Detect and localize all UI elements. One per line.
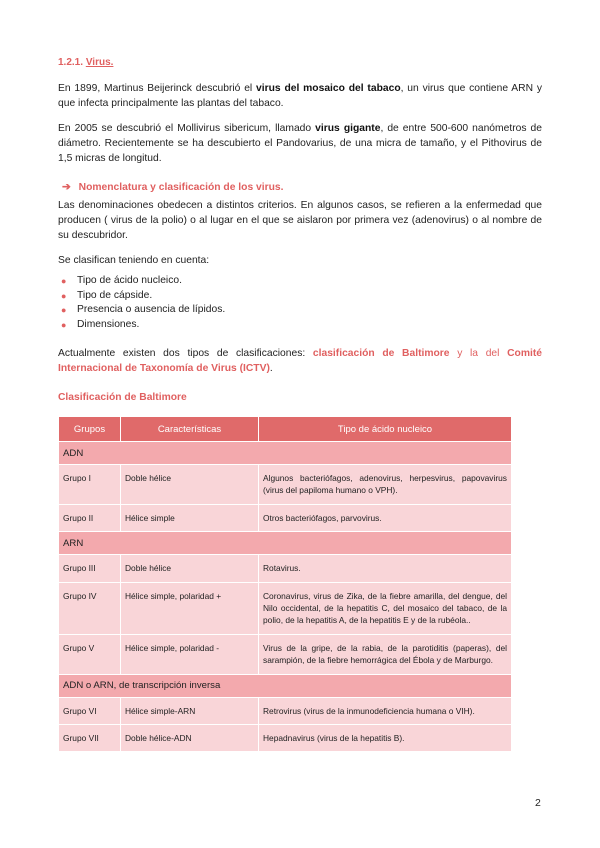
header-tipo-acido: Tipo de ácido nucleico — [259, 417, 512, 442]
table-group-row — [59, 442, 512, 465]
criteria-list — [58, 274, 225, 332]
subheading-nomenclatura: ➔ Nomenclatura y clasificación de los virus. — [62, 182, 284, 193]
cell-group: Grupo III — [59, 555, 121, 582]
table-group-row — [59, 674, 512, 697]
bullet-icon: ● — [61, 290, 67, 301]
cell-group: Grupo VII — [59, 725, 121, 752]
table-header-row — [59, 417, 512, 442]
cell-char: Doble hélice — [121, 555, 259, 582]
cell-char: Doble hélice — [121, 465, 259, 505]
list-item: ● Tipo de cápside. — [58, 289, 225, 304]
cell-type: Virus de la gripe, de la rabia, de la parotiditis (paperas), del sarampión, de la fiebre hemorrágica del Ébola y de Marburgo. — [259, 634, 512, 674]
paragraph-denominaciones: Las denominaciones obedecen a distintos criterios. En algunos casos, se refieren a la enfermedad que producen ( virus de la polio) o al lugar en el que se aislaron por primera vez (adenovirus) o al nombre de su descubridor. — [58, 200, 542, 241]
cell-type: Hepadnavirus (virus de la hepatitis B). — [259, 725, 512, 752]
baltimore-table — [58, 416, 512, 752]
table-row — [59, 582, 512, 634]
paragraph-mollivirus: En 2005 se descubrió el Mollivirus sibericum, llamado virus gigante, de entre 500-600 nanómetros de diámetro. Recientemente se ha descubierto el Pandovarius, de una micra de tamaño, y el Pithovirus de 1,5 micras de longitud. — [58, 123, 542, 164]
cell-char: Hélice simple — [121, 504, 259, 531]
cell-group: Grupo IV — [59, 582, 121, 634]
paragraph-clasifican: Se clasifican teniendo en cuenta: — [58, 255, 210, 266]
cell-type: Rotavirus. — [259, 555, 512, 582]
table-row — [59, 504, 512, 531]
cell-type: Coronavirus, virus de Zika, de la fiebre amarilla, del dengue, del Nilo occidental, de la hepatitis C, del mosaico del tabaco, de la polio, de la hepatitis A, de la hepatitis E y de la rubéola.. — [259, 582, 512, 634]
cell-type: Retrovirus (virus de la inmunodeficiencia humana o VIH). — [259, 697, 512, 724]
arrow-right-icon: ➔ — [62, 182, 71, 193]
cell-char: Hélice simple, polaridad - — [121, 634, 259, 674]
cell-type: Otros bacteriófagos, parvovirus. — [259, 504, 512, 531]
cell-char: Hélice simple, polaridad + — [121, 582, 259, 634]
table-row — [59, 697, 512, 724]
header-caracteristicas: Características — [121, 417, 259, 442]
list-item: ● Tipo de ácido nucleico. — [58, 274, 225, 289]
page-number: 2 — [535, 797, 541, 809]
table-group-row — [59, 532, 512, 555]
table-row — [59, 634, 512, 674]
cell-group: Grupo VI — [59, 697, 121, 724]
cell-group: Grupo II — [59, 504, 121, 531]
group-label-inversa: ADN o ARN, de transcripción inversa — [59, 674, 512, 697]
group-label-arn: ARN — [59, 532, 512, 555]
table-row — [59, 465, 512, 505]
bullet-icon: ● — [61, 319, 67, 330]
section-name: Virus. — [85, 57, 114, 68]
table-row — [59, 555, 512, 582]
list-item: ● Presencia o ausencia de lípidos. — [58, 303, 225, 318]
header-grupos: Grupos — [59, 417, 121, 442]
cell-group: Grupo I — [59, 465, 121, 505]
section-title — [58, 57, 113, 68]
cell-char: Doble hélice-ADN — [121, 725, 259, 752]
paragraph-beijerinck: En 1899, Martinus Beijerinck descubrió el virus del mosaico del tabaco, un virus que contiene ARN y que infecta principalmente las plantas del tabaco. — [58, 83, 542, 109]
table-row — [59, 725, 512, 752]
cell-group: Grupo V — [59, 634, 121, 674]
list-item: ● Dimensiones. — [58, 318, 225, 333]
group-label-adn: ADN — [59, 442, 512, 465]
paragraph-clasificaciones: Actualmente existen dos tipos de clasificaciones: clasificación de Baltimore y la del Comité Internacional de Taxonomía de Virus (ICTV). — [58, 348, 542, 374]
table-title: Clasificación de Baltimore — [58, 392, 187, 403]
bullet-icon: ● — [61, 305, 67, 315]
bullet-icon: ● — [61, 276, 67, 286]
section-number: 1.2.1. — [58, 57, 84, 68]
cell-char: Hélice simple-ARN — [121, 697, 259, 724]
cell-type: Algunos bacteriófagos, adenovirus, herpesvirus, papovavirus (virus del papiloma humano o VPH). — [259, 465, 512, 505]
